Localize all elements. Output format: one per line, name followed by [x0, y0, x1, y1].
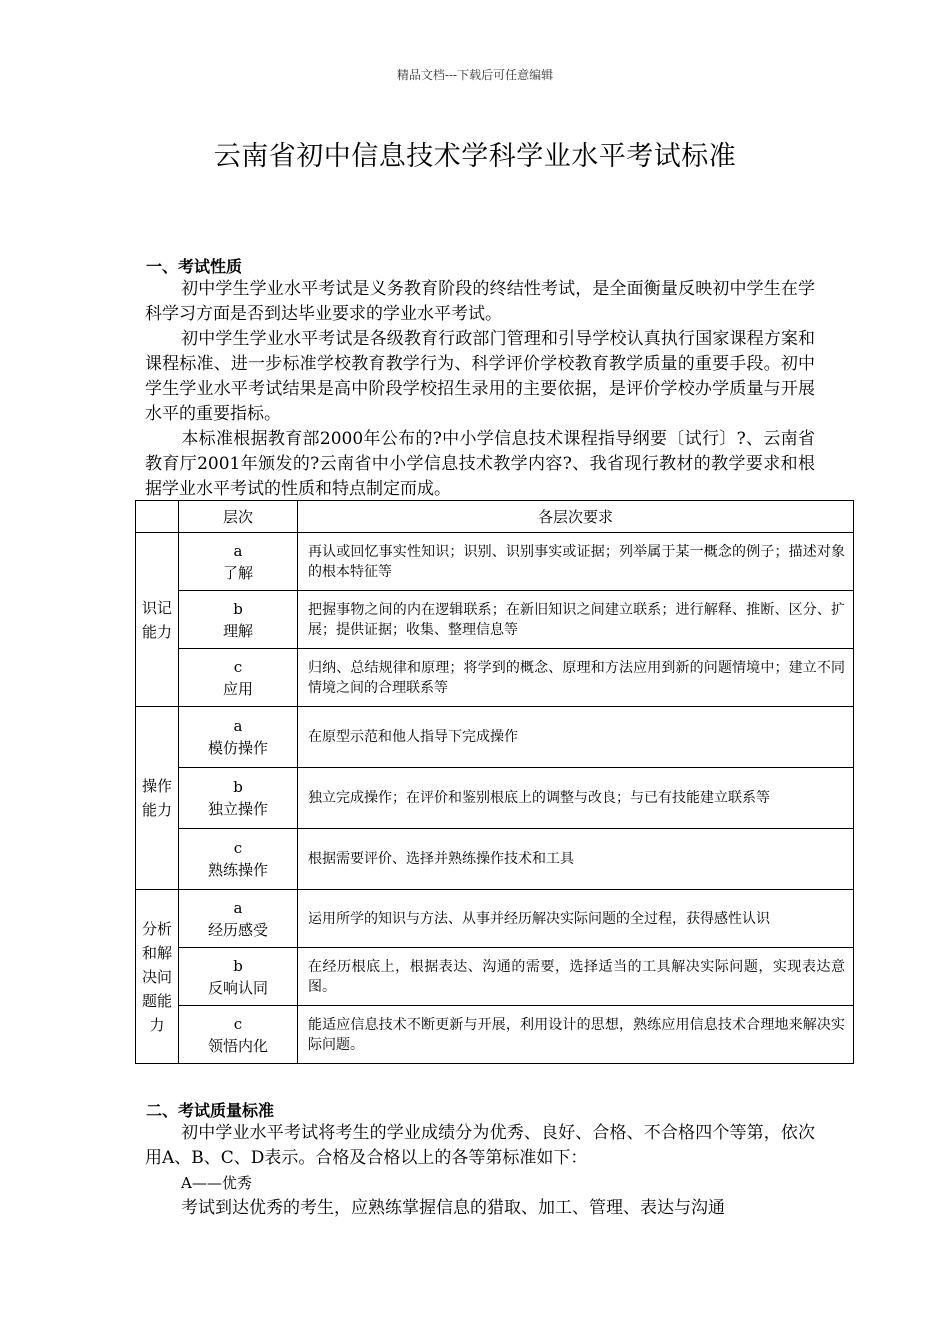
grade-a-label: A——优秀 [181, 1174, 252, 1192]
page-header: 精品文档---下载后可任意编辑 [396, 68, 554, 82]
level-cell: c 熟练操作 [179, 829, 298, 890]
category-cell: 分析和解决问题能力 [136, 890, 179, 1064]
table-header-row [136, 501, 854, 533]
level-cell: a 了解 [179, 533, 298, 591]
level-cell: c 领悟内化 [179, 1006, 298, 1064]
requirement-cell: 能适应信息技术不断更新与开展，利用设计的思想，熟练应用信息技术合理地来解决实际问题。 [298, 1006, 854, 1064]
level-cell: b 反响认同 [179, 948, 298, 1006]
requirement-cell: 归纳、总结规律和原理；将学到的概念、原理和方法应用到新的问题情境中；建立不同情境之间的合理联系等 [298, 649, 854, 707]
category-cell: 操作能力 [136, 707, 179, 890]
requirement-cell: 在原型示范和他人指导下完成操作 [298, 707, 854, 768]
section1-paragraph-1: 初中学生学业水平考试是义务教育阶段的终结性考试，是全面衡量反映初中学生在学科学习方面是否到达毕业要求的学业水平考试。 [145, 279, 815, 324]
requirement-cell: 把握事物之间的内在逻辑联系；在新旧知识之间建立联系；进行解释、推断、区分、扩展；提供证据；收集、整理信息等 [298, 591, 854, 649]
table-row [136, 591, 854, 649]
table-row [136, 1006, 854, 1064]
level-cell: a 模仿操作 [179, 707, 298, 768]
document-title: 云南省初中信息技术学科学业水平考试标准 [213, 141, 737, 172]
level-requirements-table [135, 500, 854, 1064]
table-row [136, 533, 854, 591]
grade-a-description: 考试到达优秀的考生，应熟练掌握信息的猎取、加工、管理、表达与沟通 [181, 1198, 725, 1218]
header-empty [136, 501, 179, 533]
table-row [136, 948, 854, 1006]
level-cell: c 应用 [179, 649, 298, 707]
table-row [136, 829, 854, 890]
section2-heading: 二、考试质量标准 [146, 1101, 275, 1120]
header-requirements: 各层次要求 [298, 501, 854, 533]
level-cell: a 经历感受 [179, 890, 298, 948]
section2-paragraph: 初中学业水平考试将考生的学业成绩分为优秀、良好、合格、不合格四个等第，依次用A、B、C、D表示。合格及合格以上的各等第标准如下： [145, 1123, 815, 1168]
category-cell: 识记能力 [136, 533, 179, 707]
table-row [136, 890, 854, 948]
table-row [136, 707, 854, 768]
requirement-cell: 在经历根底上，根据表达、沟通的需要，选择适当的工具解决实际问题，实现表达意图。 [298, 948, 854, 1006]
level-cell: b 理解 [179, 591, 298, 649]
requirement-cell: 根据需要评价、选择并熟练操作技术和工具 [298, 829, 854, 890]
table-row [136, 649, 854, 707]
requirement-cell: 再认或回忆事实性知识；识别、识别事实或证据；列举属于某一概念的例子；描述对象的根本特征等 [298, 533, 854, 591]
section1-heading: 一、考试性质 [146, 257, 243, 276]
section1-paragraph-2: 初中学生学业水平考试是各级教育行政部门管理和引导学校认真执行国家课程方案和课程标准、进一步标准学校教育教学行为、科学评价学校教育教学质量的重要手段。初中学生学业水平考试结果是高中阶段学校招生录用的主要依据，是评价学校办学质量与开展水平的重要指标。 [145, 329, 815, 424]
level-cell: b 独立操作 [179, 768, 298, 829]
table-row [136, 768, 854, 829]
section1-paragraph-3: 本标准根据教育部2000年公布的?中小学信息技术课程指导纲要〔试行〕?、云南省教育厅2001年颁发的?云南省中小学信息技术教学内容?、我省现行教材的教学要求和根据学业水平考试的性质和特点制定而成。 [145, 429, 815, 499]
requirement-cell: 独立完成操作；在评价和鉴别根底上的调整与改良；与已有技能建立联系等 [298, 768, 854, 829]
header-level: 层次 [179, 501, 298, 533]
requirement-cell: 运用所学的知识与方法、从事并经历解决实际问题的全过程，获得感性认识 [298, 890, 854, 948]
